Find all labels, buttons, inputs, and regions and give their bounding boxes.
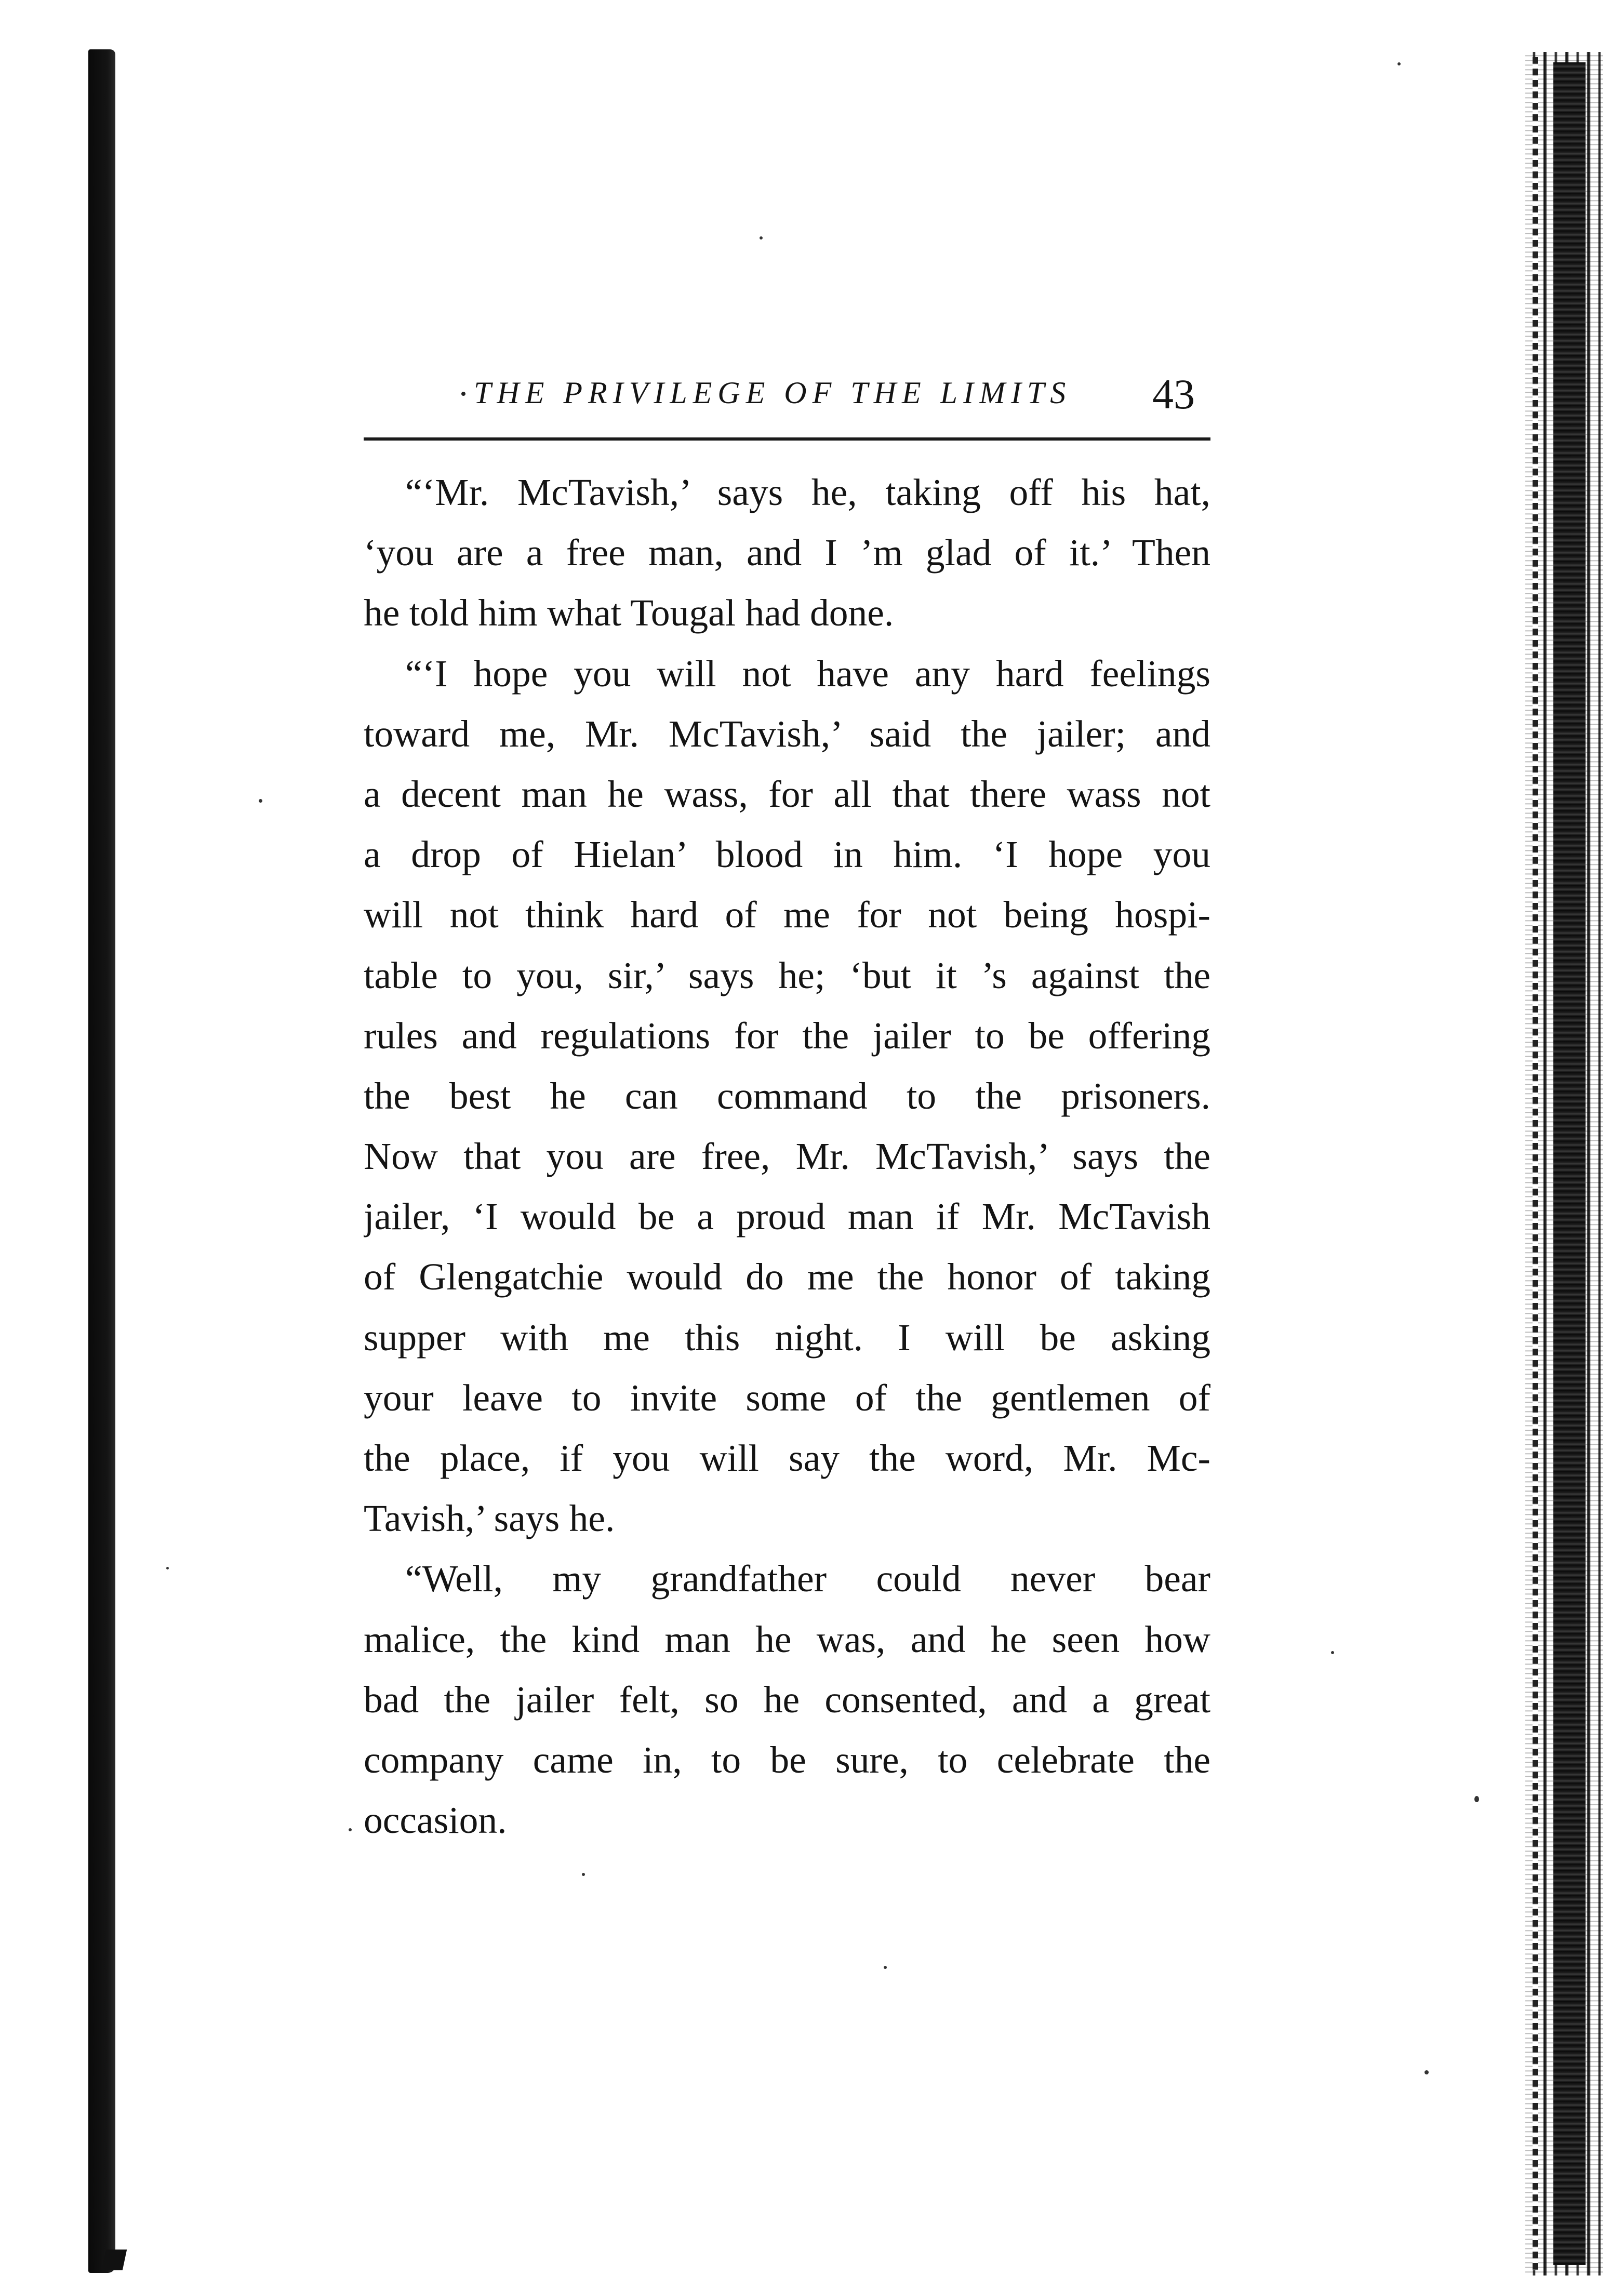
text-line: he told him what Tougal had done.	[364, 592, 894, 634]
scan-speck	[1425, 2070, 1429, 2074]
text-line: of Glengatchie would do me the honor of taking	[364, 1256, 1210, 1298]
text-line: toward me, Mr. McTavish,’ said the jailer; and	[364, 712, 1210, 755]
scan-speck	[884, 1966, 887, 1969]
text-line: a decent man he wass, for all that there wass not	[364, 773, 1210, 815]
scan-speck	[760, 236, 763, 239]
text-line: malice, the kind man he was, and he seen how	[364, 1618, 1210, 1660]
text-line: supper with me this night. I will be asking	[364, 1316, 1210, 1359]
header-rule	[364, 437, 1210, 441]
scan-speck	[349, 1828, 352, 1831]
text-line: your leave to invite some of the gentlemen of	[364, 1376, 1210, 1419]
text-line: company came in, to be sure, to celebrate the	[364, 1738, 1210, 1781]
running-title: THE PRIVILEGE OF THE LIMITS	[474, 376, 1072, 410]
text-line: Tavish,’ says he.	[364, 1497, 615, 1540]
text-line: jailer, ‘I would be a proud man if Mr. McTavish	[364, 1195, 1210, 1238]
scan-speck	[166, 1567, 169, 1569]
text-line: Now that you are free, Mr. McTavish,’ says the	[364, 1135, 1210, 1178]
text-line: “Well, my grandfather could never bear	[405, 1558, 1210, 1600]
scan-speck	[582, 1873, 585, 1876]
scan-speck	[1397, 62, 1401, 65]
text-line: “‘I hope you will not have any hard feelings	[405, 652, 1210, 695]
page-number: 43	[1152, 370, 1195, 418]
text-line: table to you, sir,’ says he; ‘but it ’s against the	[364, 954, 1210, 996]
text-line: “‘Mr. McTavish,’ says he, taking off his hat,	[405, 471, 1210, 513]
page-edge-core	[1553, 62, 1586, 2265]
text-line: the best he can command to the prisoners.	[364, 1074, 1210, 1117]
binding-shadow	[88, 49, 115, 2273]
body-text	[364, 462, 1210, 1851]
text-line: rules and regulations for the jailer to be offering	[364, 1014, 1210, 1057]
text-line: a drop of Hielan’ blood in him. ‘I hope you	[364, 833, 1210, 876]
text-line: the place, if you will say the word, Mr. Mc-	[364, 1437, 1210, 1479]
running-head-dot	[461, 392, 465, 396]
running-head	[364, 370, 1216, 427]
scan-speck	[1474, 1796, 1479, 1802]
page-edge-line	[1533, 57, 1538, 2270]
binding-shadow-tail	[102, 2250, 127, 2270]
scan-speck	[259, 799, 262, 803]
text-line: ‘you are a free man, and I ’m glad of it.’ Then	[364, 531, 1210, 574]
text-line: bad the jailer felt, so he consented, and a great	[364, 1678, 1210, 1721]
text-line: occasion.	[364, 1799, 507, 1842]
scan-speck	[1331, 1651, 1334, 1654]
text-line: will not think hard of me for not being hospi-	[364, 894, 1210, 936]
